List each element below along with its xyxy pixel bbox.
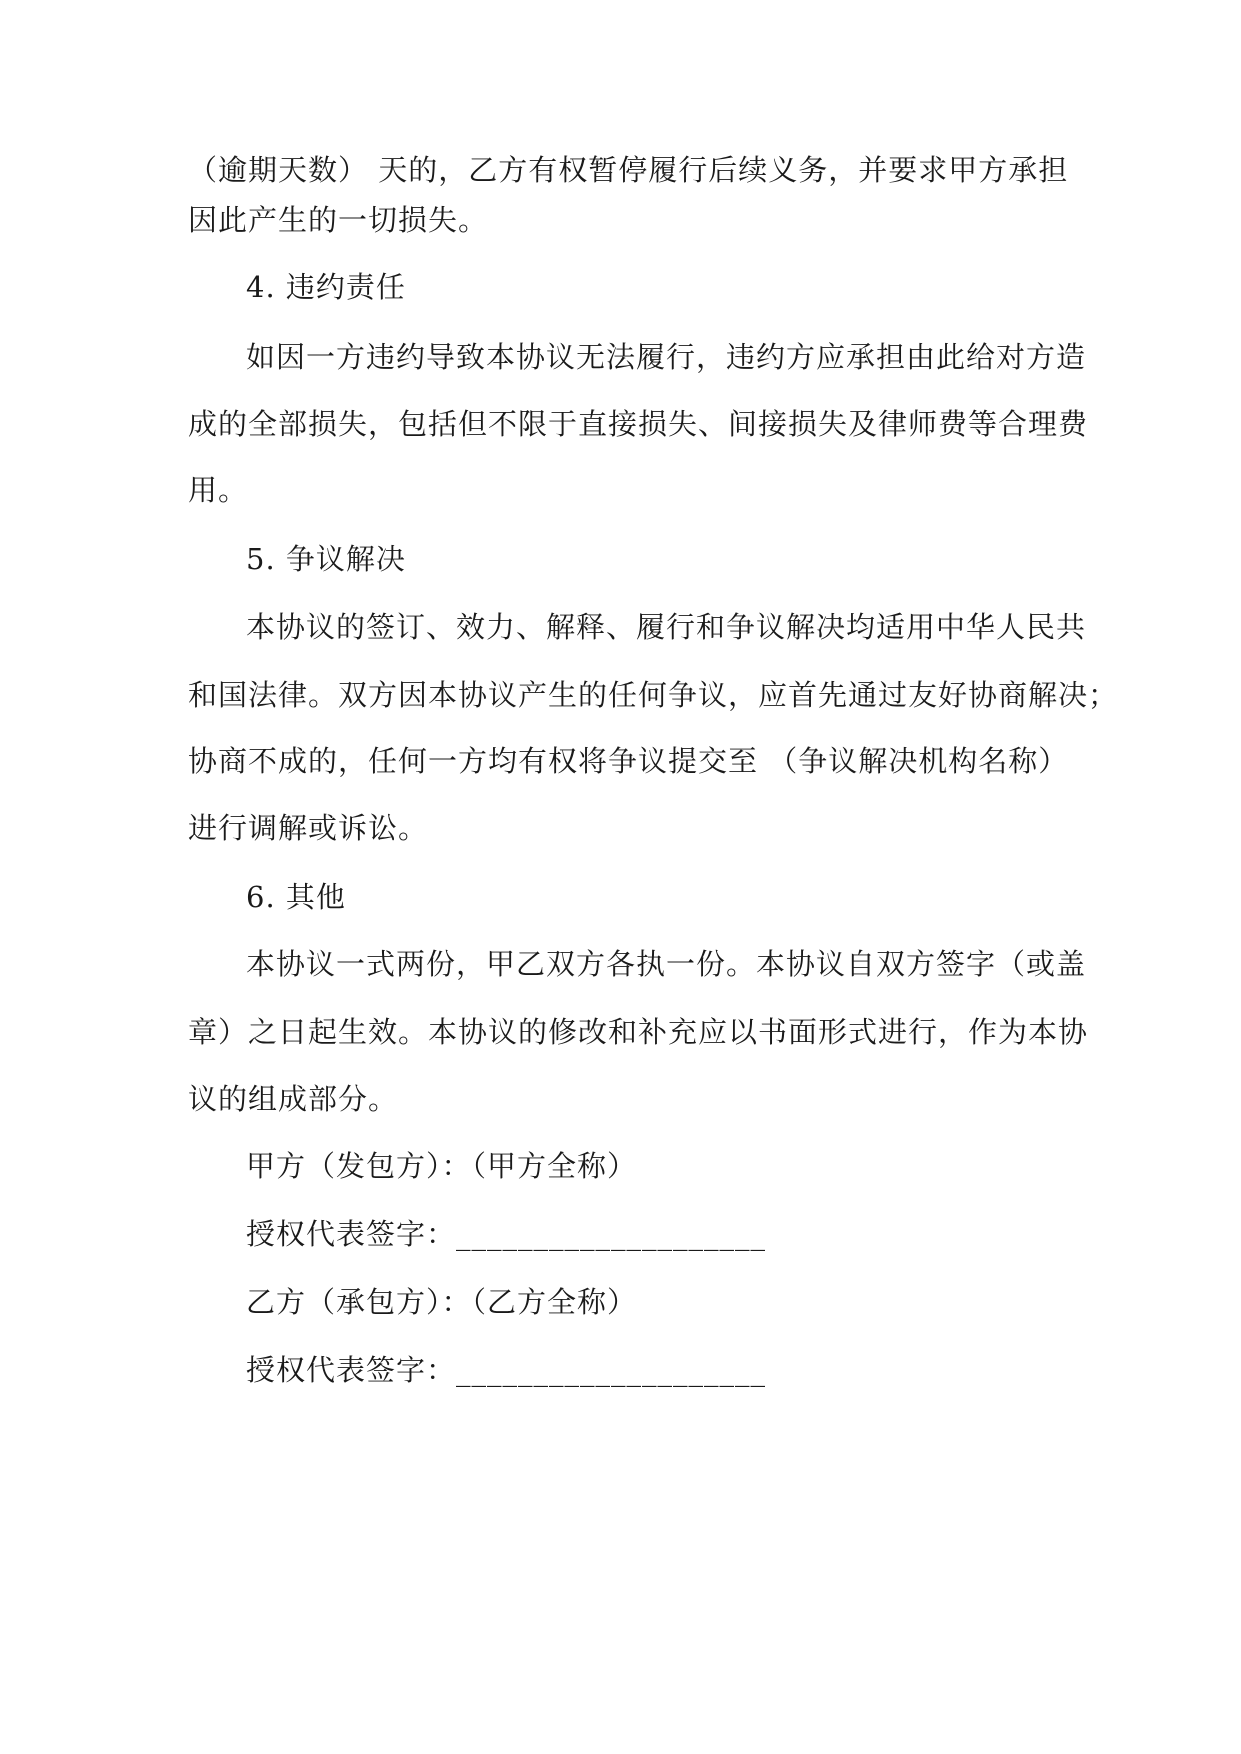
paragraph-breach-line-3: 用。 — [188, 473, 249, 507]
paragraph-dispute-line-2: 和国法律。双方因本协议产生的任何争议，应首先通过友好协商解决； — [188, 678, 1119, 712]
section-heading-other: 6. 其他 — [246, 880, 346, 914]
paragraph-other-line-3: 议的组成部分。 — [188, 1082, 399, 1116]
paragraph-overdue-line-2: 因此产生的一切损失。 — [188, 203, 489, 237]
paragraph-breach-line-2: 成的全部损失，包括但不限于直接损失、间接损失及律师费等合理费 — [188, 407, 1089, 441]
section-heading-dispute: 5. 争议解决 — [246, 542, 406, 576]
party-b-line: 乙方（承包方）：（乙方全称） — [246, 1285, 638, 1319]
paragraph-dispute-line-1: 本协议的签订、效力、解释、履行和争议解决均适用中华人民共 — [246, 610, 1087, 644]
paragraph-other-line-1: 本协议一式两份，甲乙双方各执一份。本协议自双方签字（或盖 — [246, 947, 1087, 981]
paragraph-breach-line-1: 如因一方违约导致本协议无法履行，违约方应承担由此给对方造 — [246, 340, 1087, 374]
paragraph-dispute-line-3: 协商不成的，任何一方均有权将争议提交至 （争议解决机构名称） — [188, 744, 1069, 778]
party-a-signature-line: 授权代表签字：____________________ — [246, 1217, 767, 1251]
party-a-line: 甲方（发包方）：（甲方全称） — [246, 1149, 638, 1183]
section-heading-breach: 4. 违约责任 — [246, 270, 406, 304]
party-b-signature-line: 授权代表签字：____________________ — [246, 1353, 767, 1387]
paragraph-dispute-line-4: 进行调解或诉讼。 — [188, 811, 429, 845]
paragraph-overdue-line-1: （逾期天数） 天的，乙方有权暂停履行后续义务，并要求甲方承担 — [188, 153, 1069, 187]
paragraph-other-line-2: 章）之日起生效。本协议的修改和补充应以书面形式进行，作为本协 — [188, 1015, 1089, 1049]
